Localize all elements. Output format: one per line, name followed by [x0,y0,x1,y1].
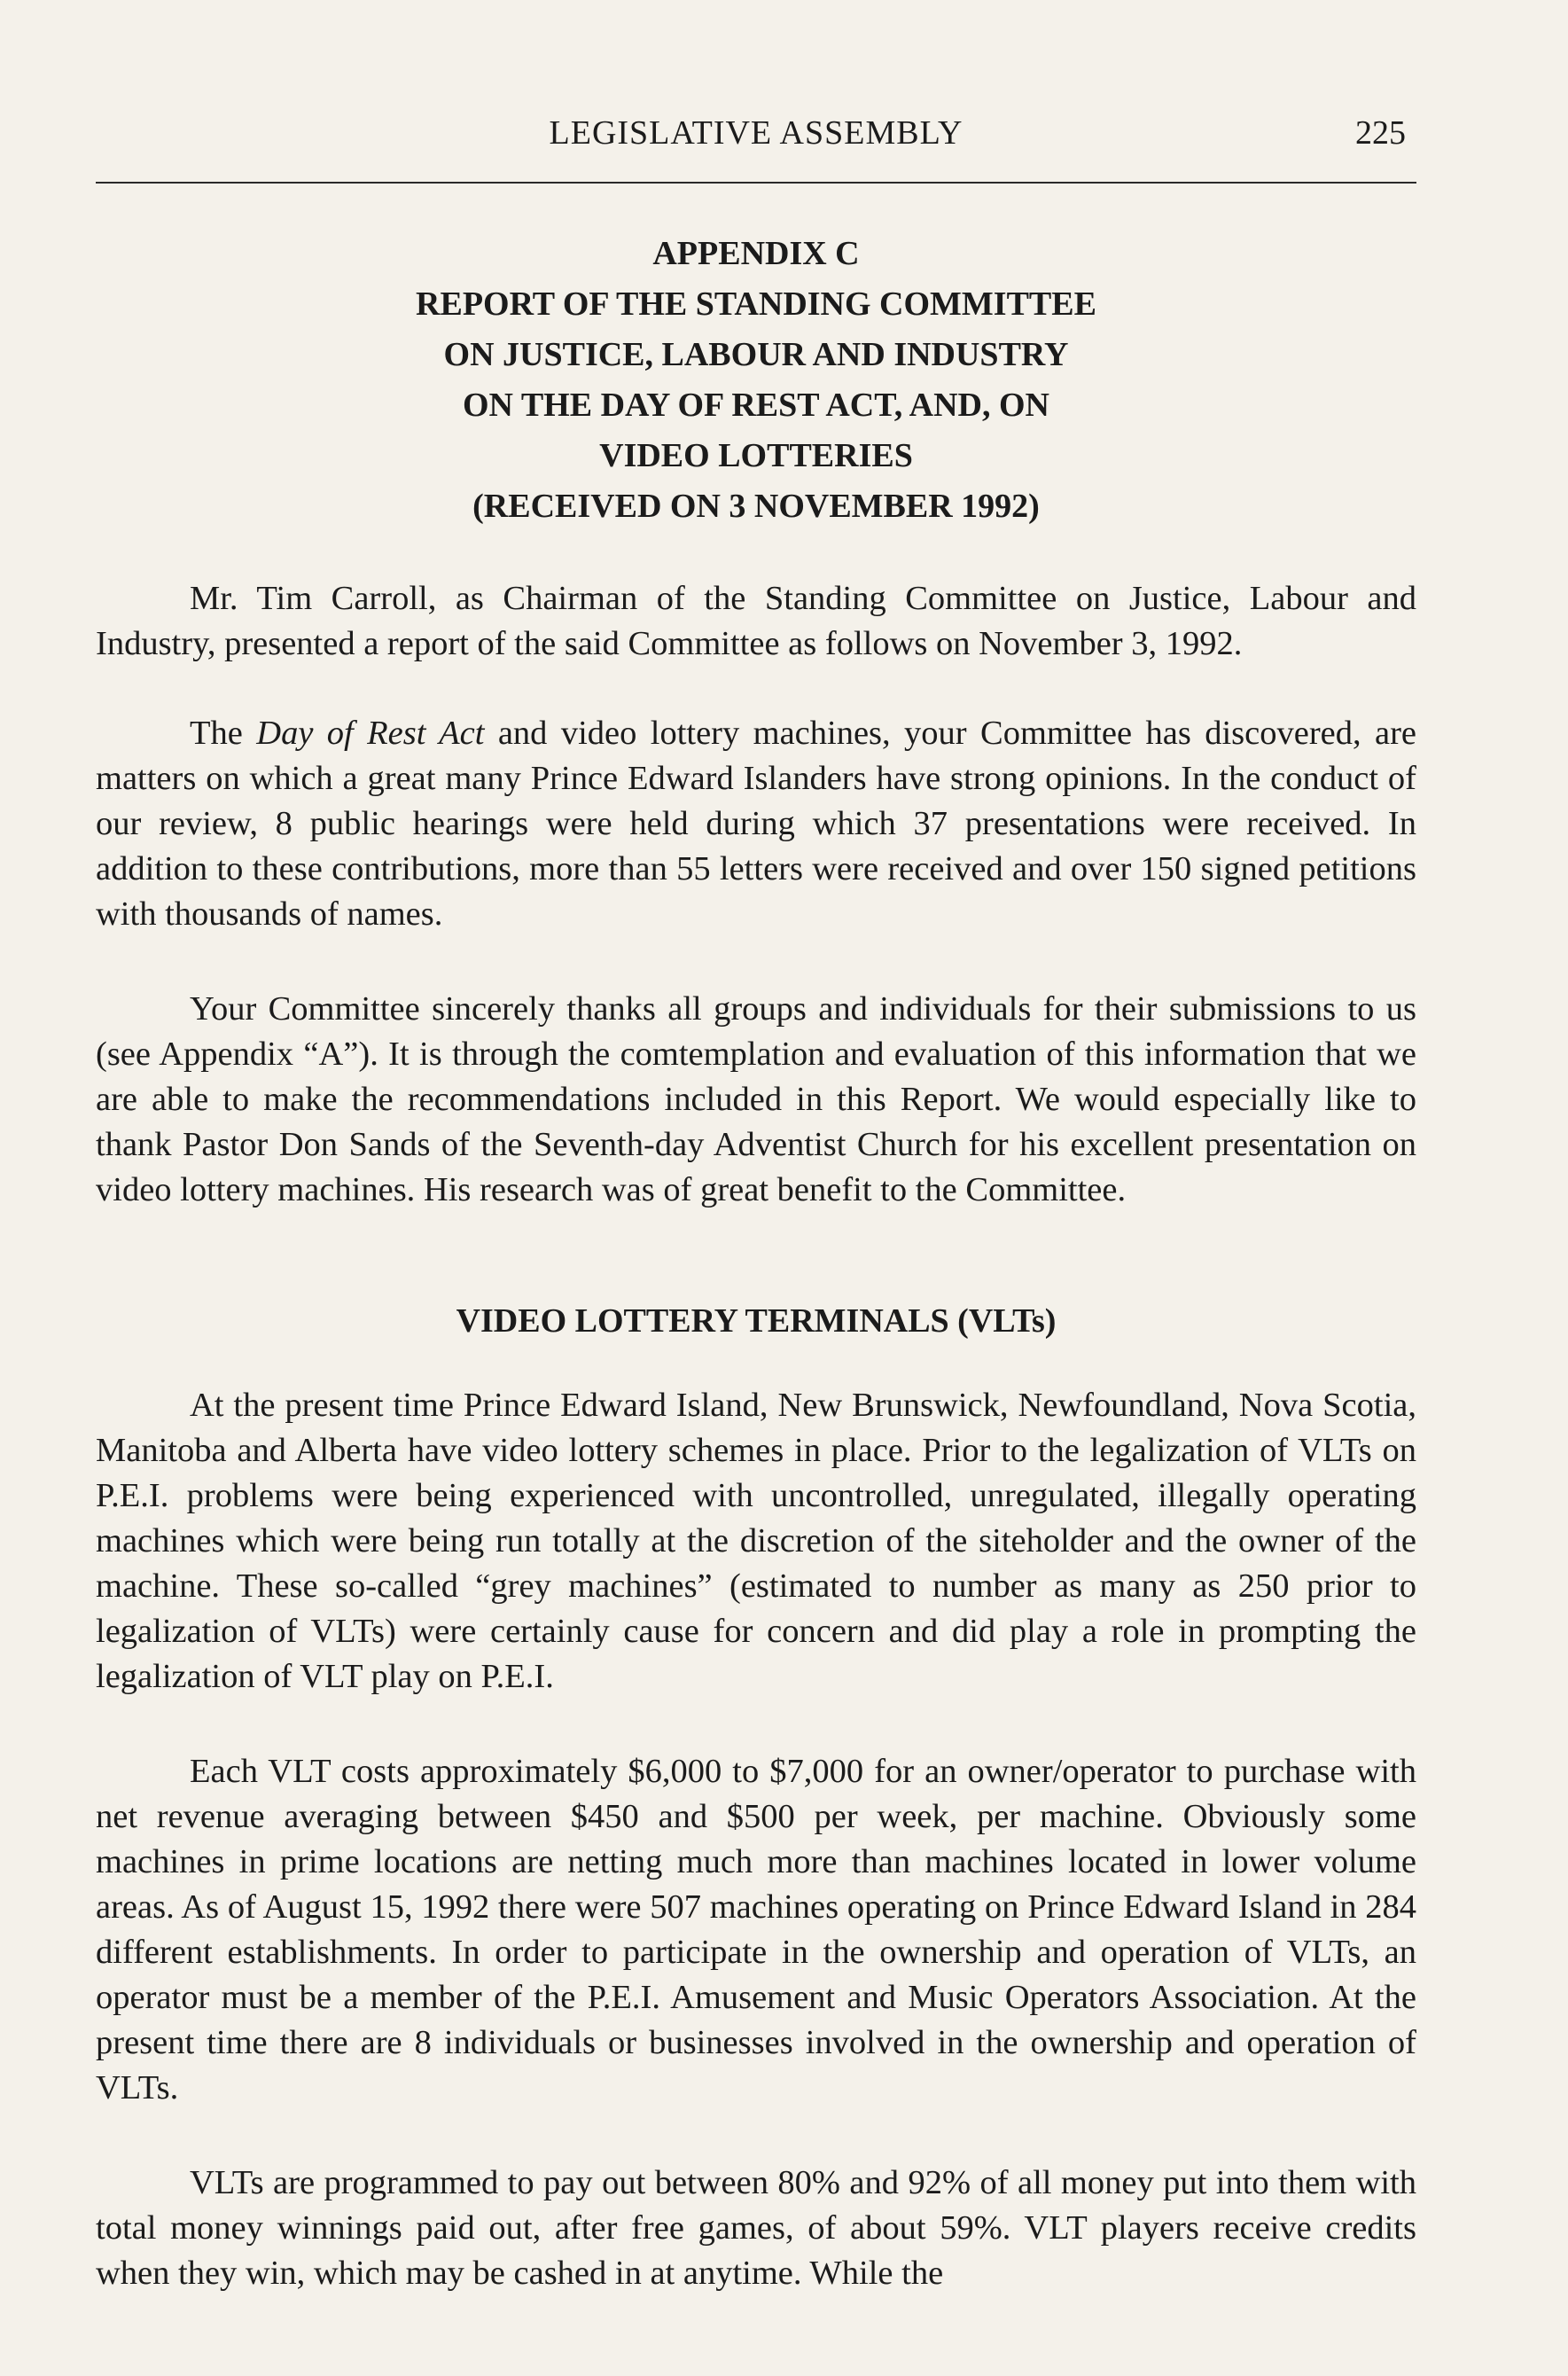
header-rule [96,182,1416,184]
heading-line-2: ON JUSTICE, LABOUR AND INDUSTRY [443,336,1069,373]
section-heading-vlts: VIDEO LOTTERY TERMINALS (VLTs) [456,1302,1057,1340]
paragraph-public-opinion [96,711,1416,937]
paragraph-vlt-costs: Each VLT costs approximately $6,000 to $7,000 for an owner/operator to purchase with net revenue averaging between $450 and $500 per week, per machine. Obviously some machines in prime locations are netting much more than machines located in lower volume areas. As of August 15, 1992 there were 507 machines operating on Prince Edward Island in 284 different establishments. In order to participate in the ownership and operation of VLTs, an operator must be a member of the P.E.I. Amusement and Music Operators Association. At the present time there are 8 individuals or businesses involved in the ownership and operation of VLTs. [96,1753,1416,2106]
act-title-italic: Day of Rest Act [256,715,485,752]
running-header-title: LEGISLATIVE ASSEMBLY [549,114,963,152]
paragraph-public-opinion-intro: The [190,715,257,752]
appendix-label: APPENDIX C [652,235,860,272]
heading-line-1: REPORT OF THE STANDING COMMITTEE [416,285,1096,323]
heading-line-3: ON THE DAY OF REST ACT, AND, ON [463,387,1049,424]
paragraph-vlt-history: At the present time Prince Edward Island, New Brunswick, Newfoundland, Nova Scotia, Manitoba and Alberta have video lottery schemes in place. Prior to the legalization of VLTs on P.E.I. problems were being experienced with uncontrolled, unregulated, illegally operating machines which were being run totally at the discretion of the siteholder and the owner of the machine. These so-called “grey machines” (estimated to number as many as 250 prior to legalization of VLTs) were certainly cause for concern and did play a role in prompting the legalization of VLT play on P.E.I. [96,1387,1416,1695]
document-page [96,0,1416,2296]
paragraph-vlt-payout: VLTs are programmed to pay out between 80% and 92% of all money put into them with total money winnings paid out, after free games, of about 59%. VLT players receive credits when they win, which may be cashed in at anytime. While the [96,2164,1416,2292]
appendix-heading [96,229,1416,532]
received-date: (RECEIVED ON 3 NOVEMBER 1992) [472,488,1040,525]
heading-line-4: VIDEO LOTTERIES [599,437,913,474]
page-number: 225 [1355,114,1406,152]
running-header [96,0,1416,213]
paragraph-thanks: Your Committee sincerely thanks all groups and individuals for their submissions to us (see Appendix “A”). It is through the comtemplation and evaluation of this information that we are able to make the recommendations included in this Report. We would especially like to thank Pastor Don Sands of the Seventh-day Adventist Church for his excellent presentation on video lottery machines. His research was of great benefit to the Committee. [96,990,1416,1208]
paragraph-public-opinion-body: and video lottery machines, your Committee has discovered, are matters on which a great many Prince Edward Islanders have strong opinions. In the conduct of our review, 8 public hearings were held during which 37 presentations were received. In addition to these contributions, more than 55 letters were received and over 150 signed petitions with thousands of names. [96,715,1416,933]
paragraph-presentation: Mr. Tim Carroll, as Chairman of the Standing Committee on Justice, Labour and Industry, presented a report of the said Committee as follows on November 3, 1992. [96,580,1416,662]
